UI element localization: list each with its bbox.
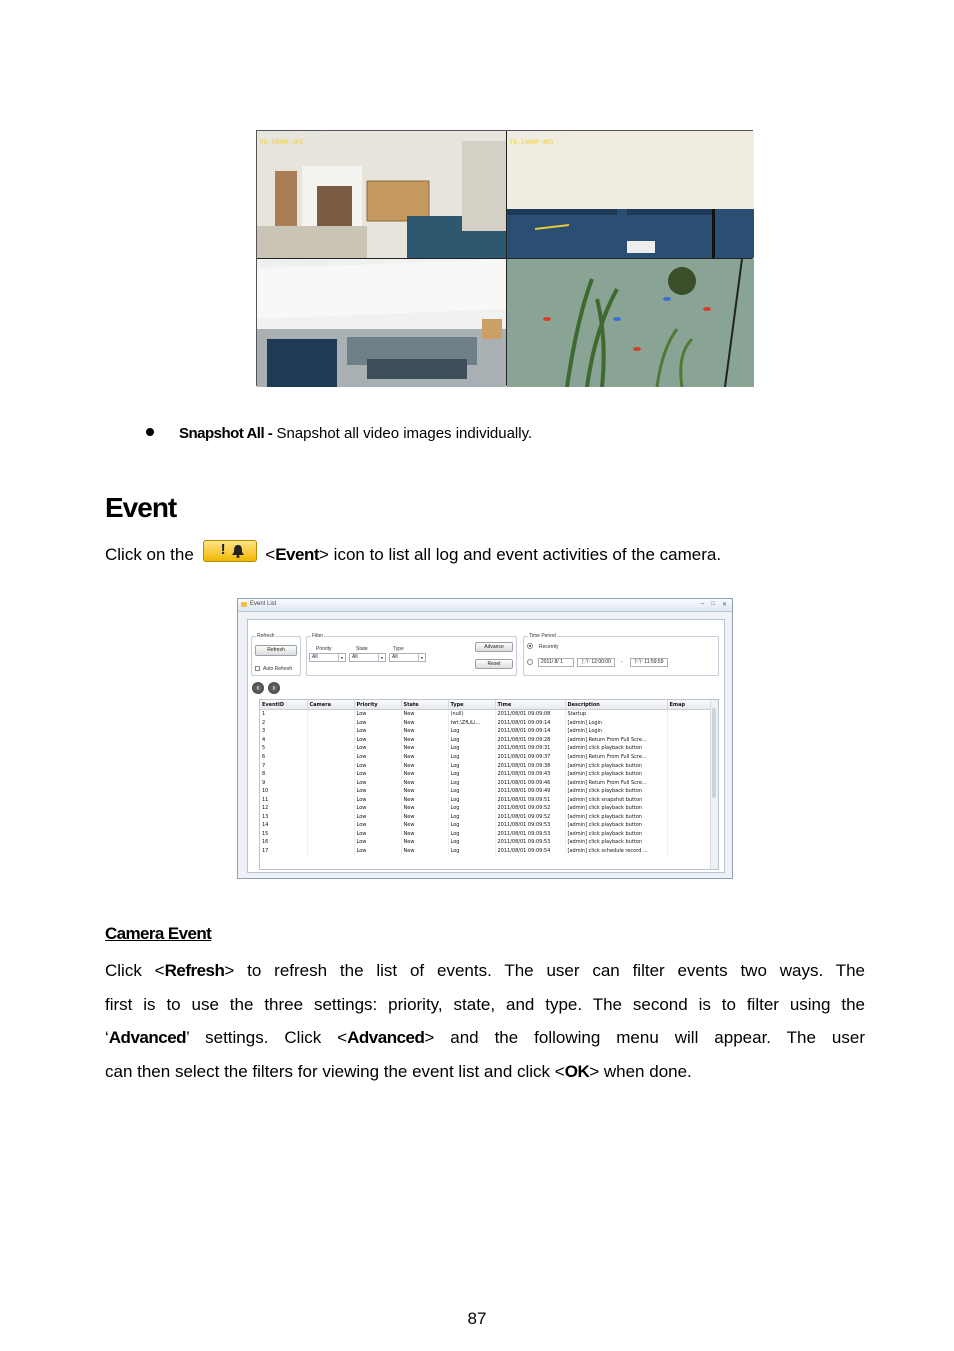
table-cell — [667, 795, 713, 804]
table-cell: New — [401, 761, 448, 770]
table-row[interactable] — [260, 795, 713, 804]
event-term: Event — [275, 545, 320, 564]
table-cell — [667, 719, 713, 728]
table-cell: Low — [354, 778, 401, 787]
reset-button[interactable]: Reset — [475, 659, 513, 669]
table-cell — [307, 821, 354, 830]
table-cell: Log — [448, 753, 495, 762]
table-cell: Low — [354, 761, 401, 770]
aquarium-scene — [507, 259, 754, 387]
table-cell: New — [401, 838, 448, 847]
table-cell: 2011/08/01 09:09:28 — [495, 736, 565, 745]
office-scene-2 — [507, 131, 754, 258]
date-picker[interactable] — [538, 658, 574, 667]
text-run: can then select the filters for viewing the event list and click < — [105, 1061, 565, 1081]
table-cell — [667, 847, 713, 856]
end-time-value: 下午 11:59:59 — [633, 659, 664, 665]
table-cell: Low — [354, 770, 401, 779]
table-cell — [667, 787, 713, 796]
camera-grid-image — [256, 130, 753, 386]
table-cell: 16 — [260, 838, 307, 847]
column-header[interactable]: Time — [495, 700, 565, 710]
table-cell: New — [401, 813, 448, 822]
table-row[interactable] — [260, 770, 713, 779]
table-row[interactable] — [260, 787, 713, 796]
table-cell — [307, 719, 354, 728]
table-cell — [667, 838, 713, 847]
table-cell: 2011/08/01 09:09:54 — [495, 847, 565, 856]
table-header-row — [260, 700, 713, 710]
text-run: first is to use the three settings: priority, state, and type. The second is to filter using the — [105, 994, 865, 1014]
text-run: > and the following menu will appear. The user — [424, 1028, 865, 1047]
table-cell — [307, 761, 354, 770]
table-cell: [admin] Return From Full Scre... — [565, 753, 667, 762]
table-cell: Low — [354, 710, 401, 719]
osd-time: 2011-08-16 10:49:30 — [260, 260, 329, 267]
table-cell: Log — [448, 830, 495, 839]
table-cell: 2011/08/01 09:09:52 — [495, 813, 565, 822]
chevron-down-icon: ▾ — [378, 654, 385, 661]
type-label: Type — [393, 646, 404, 652]
table-cell: Low — [354, 736, 401, 745]
table-cell: Log — [448, 795, 495, 804]
snapshot-all-term: Snapshot All - — [179, 425, 273, 442]
column-header[interactable]: EventID — [260, 700, 307, 710]
table-cell: 2011/08/01 09:09:14 — [495, 719, 565, 728]
table-row[interactable] — [260, 838, 713, 847]
table-cell: Log — [448, 813, 495, 822]
table-cell: New — [401, 821, 448, 830]
table-cell: Log — [448, 744, 495, 753]
table-cell: 2011/08/01 09:09:53 — [495, 821, 565, 830]
app-icon — [241, 602, 247, 607]
table-cell: [admin] click playback button — [565, 787, 667, 796]
table-row[interactable] — [260, 830, 713, 839]
table-cell: Low — [354, 753, 401, 762]
table-cell: New — [401, 770, 448, 779]
recently-radio[interactable] — [527, 643, 533, 649]
next-page-icon[interactable]: › — [268, 682, 280, 694]
text-run: Click < — [105, 961, 165, 980]
camera-event-heading: Camera Event — [105, 924, 212, 943]
table-cell: 2 — [260, 719, 307, 728]
table-cell — [667, 813, 713, 822]
office-scene-3 — [257, 259, 506, 387]
table-row[interactable] — [260, 821, 713, 830]
table-cell: Low — [354, 847, 401, 856]
table-cell — [307, 813, 354, 822]
table-row[interactable] — [260, 727, 713, 736]
table-cell: [admin] click playback button — [565, 813, 667, 822]
osd-camera-name: FD-1000P-5M2 — [260, 139, 304, 146]
filter-group — [306, 633, 517, 676]
event-heading: Event — [105, 492, 177, 523]
snapshot-all-bullet — [146, 425, 532, 442]
table-cell: [admin] Login — [565, 727, 667, 736]
time-period-label: Time Period — [529, 633, 556, 639]
page-number: 87 — [467, 1309, 487, 1328]
table-cell: [admin] Return From Full Scre... — [565, 778, 667, 787]
table-cell — [307, 804, 354, 813]
column-header[interactable]: State — [401, 700, 448, 710]
table-cell: 2011/08/01 09:09:08 — [495, 710, 565, 719]
maximize-icon[interactable]: □ — [711, 601, 715, 607]
table-row[interactable] — [260, 753, 713, 762]
close-icon[interactable]: ✕ — [721, 602, 727, 608]
table-row[interactable] — [260, 736, 713, 745]
column-header[interactable]: Priority — [354, 700, 401, 710]
table-row[interactable] — [260, 813, 713, 822]
table-cell — [667, 770, 713, 779]
paragraph-line — [105, 954, 865, 988]
table-cell: Log — [448, 821, 495, 830]
table-cell: Low — [354, 838, 401, 847]
table-cell: [admin] click snapshot button — [565, 795, 667, 804]
table-cell: Log — [448, 804, 495, 813]
table-cell — [307, 770, 354, 779]
table-cell: 11 — [260, 795, 307, 804]
advanced-term: Advanced — [108, 1028, 187, 1047]
table-cell: 2011/08/01 09:09:53 — [495, 838, 565, 847]
event-intro-lt: < — [260, 545, 276, 564]
table-cell — [307, 847, 354, 856]
table-row[interactable] — [260, 761, 713, 770]
table-cell: Low — [354, 727, 401, 736]
event-intro — [105, 540, 721, 565]
text-run: ‘ — [105, 1028, 109, 1047]
table-cell: 13 — [260, 813, 307, 822]
table-cell: 10 — [260, 787, 307, 796]
table-cell: Log — [448, 847, 495, 856]
vertical-scrollbar[interactable] — [710, 700, 718, 869]
table-cell — [667, 753, 713, 762]
table-cell — [667, 804, 713, 813]
table-cell — [307, 787, 354, 796]
camera-event-paragraph — [105, 954, 865, 1088]
minimize-icon[interactable]: – — [700, 601, 704, 607]
table-cell: Low — [354, 804, 401, 813]
snapshot-all-description: Snapshot all video images individually. — [272, 425, 533, 442]
date-value: 2011/ 8/ 1 — [541, 659, 563, 665]
state-select[interactable] — [349, 653, 386, 662]
table-cell: New — [401, 795, 448, 804]
table-cell: [admin] click playback button — [565, 770, 667, 779]
range-dash: - — [621, 659, 623, 665]
table-cell: Log — [448, 736, 495, 745]
table-cell: New — [401, 719, 448, 728]
table-cell: 7 — [260, 761, 307, 770]
table-cell: New — [401, 727, 448, 736]
table-cell: [admin] click playback button — [565, 744, 667, 753]
table-row[interactable] — [260, 804, 713, 813]
refresh-button[interactable]: Refresh — [255, 645, 297, 656]
table-row[interactable] — [260, 778, 713, 787]
camera-feed-4 — [507, 259, 754, 387]
table-cell: Log — [448, 770, 495, 779]
table-cell: 2011/08/01 09:09:52 — [495, 804, 565, 813]
text-run: ’ settings. Click < — [186, 1028, 348, 1047]
table-cell: New — [401, 710, 448, 719]
text-run: > to refresh the list of events. The user can filter events two ways. The — [224, 961, 865, 980]
table-cell — [307, 838, 354, 847]
table-cell: twt,\ZfLiLi... — [448, 719, 495, 728]
table-cell: New — [401, 804, 448, 813]
advanced-term: Advanced — [347, 1028, 425, 1047]
table-cell: [admin] click schedule record ... — [565, 847, 667, 856]
date-range-radio[interactable] — [527, 659, 533, 665]
chevron-down-icon: ▾ — [418, 654, 425, 661]
table-cell: [admin] click playback button — [565, 830, 667, 839]
table-cell — [307, 744, 354, 753]
state-label: State — [356, 646, 368, 652]
chevron-down-icon: ▾ — [338, 654, 345, 661]
table-cell: 9 — [260, 778, 307, 787]
osd-time: 2011-08-16 10:49:30 — [260, 132, 329, 139]
table-cell: 2011/08/01 09:09:46 — [495, 778, 565, 787]
table-cell: Log — [448, 838, 495, 847]
end-time-field[interactable] — [630, 658, 668, 667]
alarm-bell-icon: ! — [203, 540, 257, 562]
table-cell — [307, 727, 354, 736]
table-cell: Low — [354, 787, 401, 796]
column-header[interactable]: Camera — [307, 700, 354, 710]
table-cell: 1 — [260, 710, 307, 719]
table-cell — [667, 761, 713, 770]
paragraph-line — [105, 988, 865, 1022]
osd-time: 2011-08-16 10:49:30 — [510, 132, 579, 139]
table-cell: 3 — [260, 727, 307, 736]
priority-value: All — [312, 654, 318, 660]
table-cell: New — [401, 830, 448, 839]
scrollbar-thumb[interactable] — [712, 708, 716, 798]
auto-refresh-checkbox[interactable] — [255, 666, 260, 671]
table-cell: Low — [354, 821, 401, 830]
column-header[interactable]: Emap — [667, 700, 713, 710]
table-cell: Startup — [565, 710, 667, 719]
office-scene-1 — [257, 131, 506, 258]
table-cell: 17 — [260, 847, 307, 856]
table-cell: New — [401, 736, 448, 745]
table-cell: 2011/08/01 09:09:53 — [495, 830, 565, 839]
table-cell — [667, 830, 713, 839]
table-cell: New — [401, 778, 448, 787]
event-list-panel — [247, 619, 725, 873]
table-cell: Low — [354, 795, 401, 804]
event-table — [259, 699, 719, 870]
table-cell: 2011/08/01 09:09:31 — [495, 744, 565, 753]
table-cell: Log — [448, 787, 495, 796]
table-cell: Log — [448, 761, 495, 770]
table-cell: [admin] click playback button — [565, 761, 667, 770]
start-time-value: 上午 12:00:00 — [580, 659, 611, 665]
table-cell — [307, 795, 354, 804]
table-cell: [admin] click playback button — [565, 821, 667, 830]
paragraph-line — [105, 1055, 865, 1089]
window-titlebar — [238, 599, 732, 612]
table-cell — [307, 830, 354, 839]
type-value: All — [392, 654, 398, 660]
table-cell: [admin] click playback button — [565, 804, 667, 813]
event-intro-rest: > icon to list all log and event activities of the camera. — [319, 545, 722, 564]
time-period-group — [523, 633, 719, 676]
start-time-field[interactable] — [577, 658, 615, 667]
camera-feed-3 — [257, 259, 506, 387]
ok-term: OK — [564, 1061, 590, 1081]
table-cell — [667, 778, 713, 787]
table-cell: Low — [354, 830, 401, 839]
table-cell: 2011/08/01 09:09:38 — [495, 761, 565, 770]
table-row[interactable] — [260, 847, 713, 856]
table-cell — [307, 736, 354, 745]
table-cell — [307, 778, 354, 787]
previous-page-icon[interactable]: ‹ — [252, 682, 264, 694]
text-run: > when done. — [589, 1061, 692, 1081]
bullet-dot — [146, 428, 154, 436]
table-cell: 2011/08/01 09:09:14 — [495, 727, 565, 736]
table-cell — [667, 736, 713, 745]
table-cell: 4 — [260, 736, 307, 745]
table-cell: New — [401, 744, 448, 753]
auto-refresh-label: Auto Refresh — [263, 666, 293, 672]
table-row[interactable] — [260, 710, 713, 719]
table-cell: 2011/08/01 09:09:37 — [495, 753, 565, 762]
table-cell: New — [401, 753, 448, 762]
type-select[interactable] — [389, 653, 426, 662]
table-cell: (null) — [448, 710, 495, 719]
camera-feed-2 — [507, 131, 754, 258]
recently-label: Recently — [539, 644, 559, 650]
window-title: Event List — [250, 601, 277, 607]
table-cell: 12 — [260, 804, 307, 813]
table-cell: 8 — [260, 770, 307, 779]
table-cell: [admin] click playback button — [565, 838, 667, 847]
refresh-group — [251, 633, 301, 676]
priority-label: Priority — [316, 646, 332, 652]
table-cell: Low — [354, 813, 401, 822]
table-cell — [667, 744, 713, 753]
column-header[interactable]: Description — [565, 700, 667, 710]
table-cell — [667, 710, 713, 719]
table-cell: 5 — [260, 744, 307, 753]
osd-camera-name: FD-1000P-4M3 — [510, 139, 554, 146]
table-cell: [admin] Login — [565, 719, 667, 728]
paragraph-line — [105, 1021, 865, 1055]
event-intro-text: Click on the — [105, 545, 194, 564]
table-cell: New — [401, 847, 448, 856]
table-cell — [667, 821, 713, 830]
table-cell: Low — [354, 719, 401, 728]
table-cell: 2011/08/01 09:09:49 — [495, 787, 565, 796]
table-cell: 2011/08/01 09:09:43 — [495, 770, 565, 779]
column-header[interactable]: Type — [448, 700, 495, 710]
table-cell: 2011/08/01 09:09:51 — [495, 795, 565, 804]
table-cell: 6 — [260, 753, 307, 762]
table-cell: [admin] Return From Full Scre... — [565, 736, 667, 745]
table-cell: New — [401, 787, 448, 796]
table-row[interactable] — [260, 719, 713, 728]
refresh-term: Refresh — [164, 961, 225, 980]
state-value: All — [352, 654, 358, 660]
table-cell: Low — [354, 744, 401, 753]
advance-button[interactable]: Advance — [475, 642, 513, 652]
priority-select[interactable] — [309, 653, 346, 662]
camera-feed-1 — [257, 131, 506, 258]
table-body — [260, 710, 713, 856]
table-cell: Log — [448, 778, 495, 787]
filter-group-label: Filter — [312, 633, 324, 639]
event-list-window — [237, 598, 733, 879]
table-cell — [307, 710, 354, 719]
table-cell — [307, 753, 354, 762]
refresh-group-label: Refresh — [257, 633, 275, 639]
table-cell: 15 — [260, 830, 307, 839]
event-grid — [260, 700, 714, 855]
table-cell: 14 — [260, 821, 307, 830]
table-row[interactable] — [260, 744, 713, 753]
table-cell — [667, 727, 713, 736]
table-cell: Log — [448, 727, 495, 736]
